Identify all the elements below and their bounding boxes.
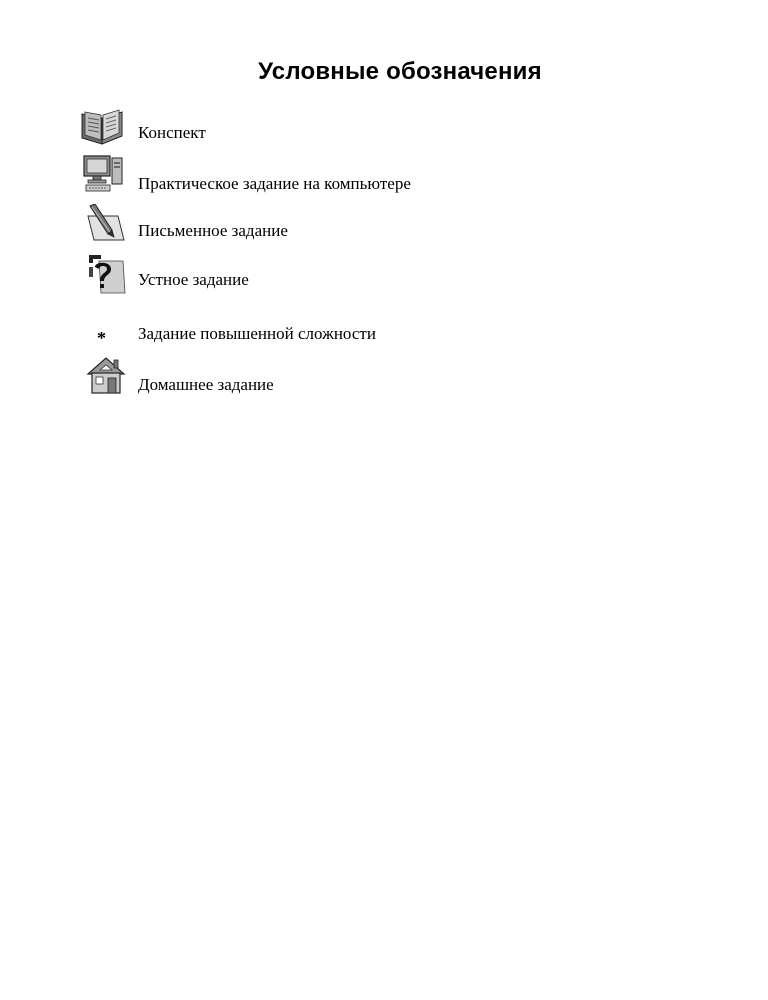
legend-label: Устное задание	[138, 270, 249, 289]
legend-label: Конспект	[138, 123, 206, 142]
legend-item-computer-task	[0, 154, 768, 198]
legend-label: Домашнее задание	[138, 375, 274, 394]
legend-label: Письменное задание	[138, 221, 288, 240]
legend-item-oral-task	[0, 253, 768, 297]
page-title: Условные обозначения	[258, 58, 542, 85]
legend-label: Практическое задание на компьютере	[138, 174, 411, 193]
asterisk-icon: *	[97, 328, 106, 348]
pen-writing-icon	[84, 204, 130, 248]
legend-item-homework	[0, 356, 768, 400]
open-book-icon	[80, 106, 126, 150]
legend-item-advanced-task	[0, 314, 768, 358]
question-mark-icon	[85, 253, 131, 297]
computer-icon	[82, 154, 128, 198]
house-icon	[86, 356, 132, 400]
legend-label: Задание повышенной сложности	[138, 324, 376, 343]
legend-item-notes	[0, 106, 768, 150]
legend-item-written-task	[0, 204, 768, 248]
